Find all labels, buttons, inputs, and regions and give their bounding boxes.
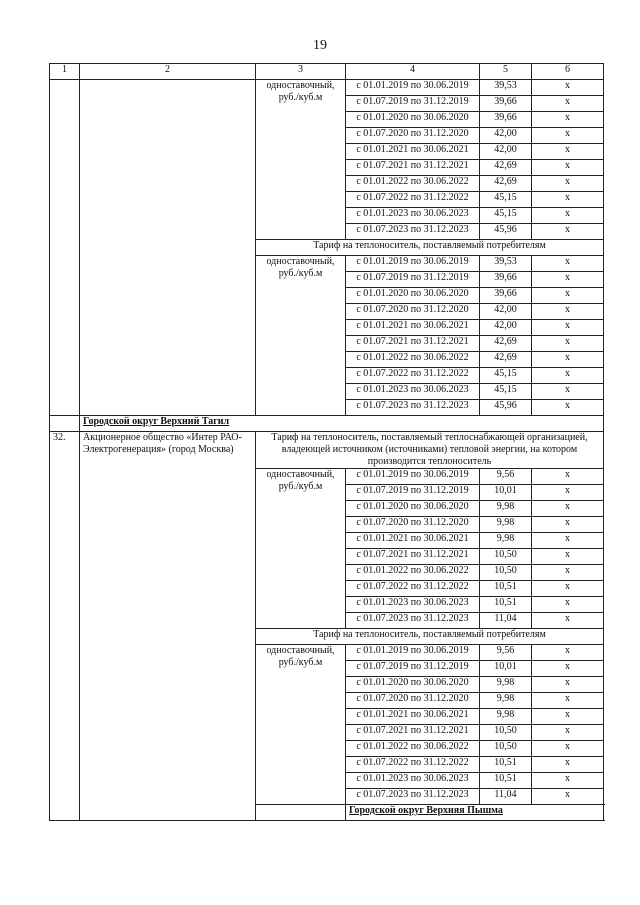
- value-cell: 39,66: [480, 288, 532, 304]
- section-title: Городской округ Верхний Тагил: [80, 416, 604, 432]
- col6-cell: х: [532, 677, 604, 693]
- value-cell: 39,53: [480, 256, 532, 272]
- value-cell: 9,56: [480, 645, 532, 661]
- period-cell: с 01.07.2019 по 31.12.2019: [346, 485, 480, 501]
- table-header-row: [50, 64, 604, 80]
- value-cell: 45,96: [480, 400, 532, 416]
- tariff-title: Тариф на теплоноситель, поставляемый потребителям: [256, 629, 604, 645]
- header-cell: 2: [80, 64, 256, 80]
- value-cell: 42,69: [480, 160, 532, 176]
- period-cell: с 01.07.2023 по 31.12.2023: [346, 789, 480, 805]
- period-cell: с 01.01.2019 по 30.06.2019: [346, 80, 480, 96]
- value-cell: 42,69: [480, 336, 532, 352]
- col6-cell: х: [532, 320, 604, 336]
- value-cell: 11,04: [480, 789, 532, 805]
- period-cell: с 01.07.2019 по 31.12.2019: [346, 272, 480, 288]
- period-cell: с 01.01.2022 по 30.06.2022: [346, 352, 480, 368]
- value-cell: 11,04: [480, 613, 532, 629]
- col6-cell: х: [532, 272, 604, 288]
- tariff-title-row: [50, 432, 604, 469]
- value-cell: 42,69: [480, 176, 532, 192]
- col6-cell: х: [532, 112, 604, 128]
- period-cell: с 01.01.2023 по 30.06.2023: [346, 384, 480, 400]
- value-cell: 10,51: [480, 581, 532, 597]
- period-cell: с 01.07.2021 по 31.12.2021: [346, 549, 480, 565]
- value-cell: 9,98: [480, 501, 532, 517]
- section-empty-cell: [256, 805, 346, 821]
- col6-cell: х: [532, 789, 604, 805]
- period-cell: с 01.01.2021 по 30.06.2021: [346, 533, 480, 549]
- col6-cell: х: [532, 757, 604, 773]
- period-cell: с 01.07.2022 по 31.12.2022: [346, 192, 480, 208]
- value-cell: 10,50: [480, 741, 532, 757]
- period-cell: с 01.07.2023 по 31.12.2023: [346, 400, 480, 416]
- section-title: Городской округ Верхняя Пышма: [346, 805, 604, 821]
- col6-cell: х: [532, 581, 604, 597]
- col6-cell: х: [532, 645, 604, 661]
- value-cell: 10,51: [480, 773, 532, 789]
- col6-cell: х: [532, 80, 604, 96]
- col6-cell: х: [532, 613, 604, 629]
- header-cell: 6: [532, 64, 604, 80]
- col6-cell: х: [532, 96, 604, 112]
- value-cell: 39,53: [480, 80, 532, 96]
- col6-cell: х: [532, 549, 604, 565]
- col6-cell: х: [532, 176, 604, 192]
- period-cell: с 01.07.2022 по 31.12.2022: [346, 368, 480, 384]
- col6-cell: х: [532, 501, 604, 517]
- col6-cell: х: [532, 368, 604, 384]
- col6-cell: х: [532, 256, 604, 272]
- value-cell: 9,98: [480, 709, 532, 725]
- period-cell: с 01.07.2019 по 31.12.2019: [346, 661, 480, 677]
- period-cell: с 01.01.2020 по 30.06.2020: [346, 288, 480, 304]
- period-cell: с 01.07.2022 по 31.12.2022: [346, 581, 480, 597]
- value-cell: 10,01: [480, 485, 532, 501]
- value-cell: 10,01: [480, 661, 532, 677]
- value-cell: 9,98: [480, 533, 532, 549]
- value-cell: 9,98: [480, 693, 532, 709]
- tariff-title: Тариф на теплоноситель, поставляемый теплоснабжающей организацией, владеющей источником (источниками) тепловой энергии, на котором производится теплоноситель: [256, 432, 604, 469]
- unit-cell: одноставочный, руб./куб.м: [256, 469, 346, 629]
- period-cell: с 01.01.2020 по 30.06.2020: [346, 112, 480, 128]
- value-cell: 39,66: [480, 112, 532, 128]
- unit-cell: одноставочный, руб./куб.м: [256, 80, 346, 240]
- period-cell: с 01.01.2020 по 30.06.2020: [346, 501, 480, 517]
- col6-cell: х: [532, 693, 604, 709]
- period-cell: с 01.07.2020 по 31.12.2020: [346, 304, 480, 320]
- col6-cell: х: [532, 517, 604, 533]
- value-cell: 9,98: [480, 517, 532, 533]
- value-cell: 42,00: [480, 304, 532, 320]
- value-cell: 10,51: [480, 757, 532, 773]
- period-cell: с 01.01.2021 по 30.06.2021: [346, 709, 480, 725]
- tariff-title: Тариф на теплоноситель, поставляемый потребителям: [256, 240, 604, 256]
- value-cell: 10,51: [480, 597, 532, 613]
- period-cell: с 01.07.2020 по 31.12.2020: [346, 128, 480, 144]
- period-cell: с 01.07.2023 по 31.12.2023: [346, 224, 480, 240]
- table-row: [50, 80, 604, 96]
- period-cell: с 01.01.2022 по 30.06.2022: [346, 176, 480, 192]
- col6-cell: х: [532, 709, 604, 725]
- col6-cell: х: [532, 128, 604, 144]
- value-cell: 42,00: [480, 128, 532, 144]
- value-cell: 9,56: [480, 469, 532, 485]
- unit-cell: одноставочный, руб./куб.м: [256, 256, 346, 416]
- organization-cell: [80, 80, 256, 416]
- period-cell: с 01.07.2021 по 31.12.2021: [346, 725, 480, 741]
- value-cell: 10,50: [480, 725, 532, 741]
- col6-cell: х: [532, 725, 604, 741]
- period-cell: с 01.01.2023 по 30.06.2023: [346, 208, 480, 224]
- period-cell: с 01.07.2021 по 31.12.2021: [346, 160, 480, 176]
- value-cell: 45,15: [480, 368, 532, 384]
- period-cell: с 01.01.2019 по 30.06.2019: [346, 469, 480, 485]
- value-cell: 45,15: [480, 208, 532, 224]
- col6-cell: х: [532, 661, 604, 677]
- period-cell: с 01.01.2021 по 30.06.2021: [346, 320, 480, 336]
- value-cell: 45,96: [480, 224, 532, 240]
- period-cell: с 01.07.2022 по 31.12.2022: [346, 757, 480, 773]
- col6-cell: х: [532, 192, 604, 208]
- header-cell: 1: [50, 64, 80, 80]
- col6-cell: х: [532, 144, 604, 160]
- row-number-cell: [50, 80, 80, 416]
- value-cell: 42,69: [480, 352, 532, 368]
- col6-cell: х: [532, 533, 604, 549]
- value-cell: 45,15: [480, 384, 532, 400]
- col6-cell: х: [532, 773, 604, 789]
- col6-cell: х: [532, 469, 604, 485]
- col6-cell: х: [532, 485, 604, 501]
- header-cell: 5: [480, 64, 532, 80]
- value-cell: 39,66: [480, 272, 532, 288]
- col6-cell: х: [532, 384, 604, 400]
- period-cell: с 01.01.2022 по 30.06.2022: [346, 741, 480, 757]
- period-cell: с 01.01.2021 по 30.06.2021: [346, 144, 480, 160]
- col6-cell: х: [532, 597, 604, 613]
- value-cell: 42,00: [480, 144, 532, 160]
- section-row: [50, 416, 604, 432]
- col6-cell: х: [532, 400, 604, 416]
- period-cell: с 01.01.2019 по 30.06.2019: [346, 256, 480, 272]
- value-cell: 10,50: [480, 565, 532, 581]
- col6-cell: х: [532, 352, 604, 368]
- value-cell: 45,15: [480, 192, 532, 208]
- value-cell: 10,50: [480, 549, 532, 565]
- period-cell: с 01.01.2023 по 30.06.2023: [346, 773, 480, 789]
- period-cell: с 01.01.2019 по 30.06.2019: [346, 645, 480, 661]
- col6-cell: х: [532, 288, 604, 304]
- row-number-cell: 32.: [50, 432, 80, 821]
- col6-cell: х: [532, 565, 604, 581]
- col6-cell: х: [532, 160, 604, 176]
- period-cell: с 01.07.2019 по 31.12.2019: [346, 96, 480, 112]
- col6-cell: х: [532, 224, 604, 240]
- value-cell: 39,66: [480, 96, 532, 112]
- period-cell: с 01.01.2022 по 30.06.2022: [346, 565, 480, 581]
- col6-cell: х: [532, 208, 604, 224]
- header-cell: 3: [256, 64, 346, 80]
- period-cell: с 01.01.2023 по 30.06.2023: [346, 597, 480, 613]
- header-cell: 4: [346, 64, 480, 80]
- value-cell: 42,00: [480, 320, 532, 336]
- period-cell: с 01.07.2020 по 31.12.2020: [346, 693, 480, 709]
- col6-cell: х: [532, 304, 604, 320]
- col6-cell: х: [532, 336, 604, 352]
- section-empty-cell: [50, 416, 80, 432]
- period-cell: с 01.07.2020 по 31.12.2020: [346, 517, 480, 533]
- organization-cell: Акционерное общество «Интер РАО-Электрогенерация» (город Москва): [80, 432, 256, 821]
- period-cell: с 01.07.2023 по 31.12.2023: [346, 613, 480, 629]
- period-cell: с 01.01.2020 по 30.06.2020: [346, 677, 480, 693]
- tariff-table: [49, 63, 604, 821]
- col6-cell: х: [532, 741, 604, 757]
- unit-cell: одноставочный, руб./куб.м: [256, 645, 346, 805]
- page-number: 19: [313, 38, 327, 53]
- period-cell: с 01.07.2021 по 31.12.2021: [346, 336, 480, 352]
- value-cell: 9,98: [480, 677, 532, 693]
